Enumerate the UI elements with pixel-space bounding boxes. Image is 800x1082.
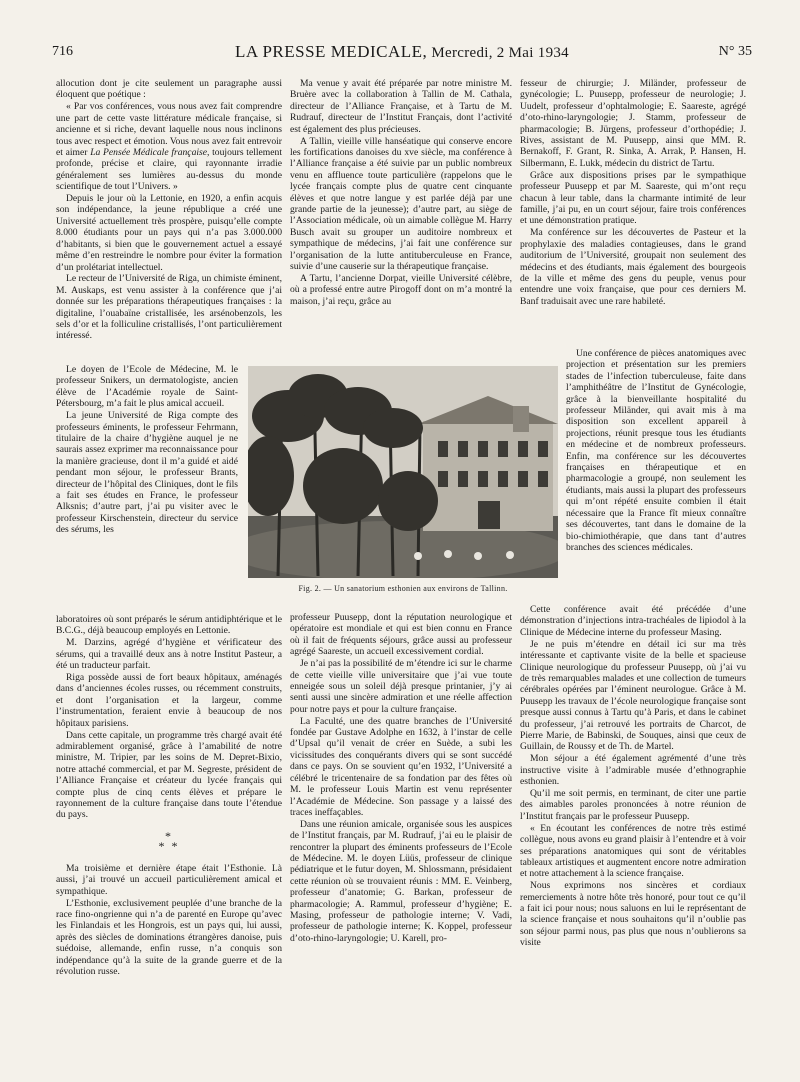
paragraph: allocution dont je cite seulement un paragraphe aussi éloquent que poétique : (56, 78, 282, 101)
column-right-top (520, 78, 746, 348)
journal-title: LA PRESSE MEDICALE, (235, 42, 428, 61)
column-right-middle (566, 348, 746, 604)
paragraph: « En écoutant les conférences de notre très estimé collègue, nous avons eu grand plaisir à l’entendre et à voir ses préparations anatomiques qui sont de véritables tableaux artistiques et augmentent encore notre admiration et notre attachement à la science française. (520, 822, 746, 880)
paragraph: Ma troisième et dernière étape était l’Esthonie. Là aussi, j’ai trouvé un accueil particulièrement amical et sympathique. (56, 862, 282, 897)
sanatorium-illustration (248, 366, 558, 578)
column-left-middle (56, 364, 238, 612)
paragraph: Ma conférence sur les découvertes de Pasteur et la prophylaxie des maladies contagieuses, dans le grand auditorium de l’Université, groupait non seulement des médecins et des étudiants, mais également des bourgeois de la ville et même des gens du peuple, venus pour entendre une voix française, que pour ces derniers M. Banf traduisait avec une rare habileté. (520, 227, 746, 307)
page-number: 716 (52, 44, 73, 59)
paragraph: A Tartu, l’ancienne Dorpat, vieille Université célèbre, où a professé entre autre Pirogoff dont on m’a montré la maison, j’ai reçu, grâce au (290, 272, 512, 307)
paragraph: « Par vos conférences, vous nous avez fait comprendre une part de cette vaste littérature médicale française, si ancienne et si riche, devant laquelle nous nous inclinons tous avec respect et émotion. Vous nous avez fait entrevoir et aimer La Pensée Médicale française, toujours tellement profonde, précise et claire, qui rayonnante irradie généralement ses lumières au-dessus du monde scientifique de tout l’Univers. » (56, 101, 282, 193)
paragraph: A Tallin, vieille ville hanséatique qui conserve encore les fortifications danoises du xve siècle, ma conférence à l’Alliance française a été suivie par un public nombreux venu en affluence toute particulière (rappelons que le lycée français compte plus de quatre cent cinquante élèves et que notre langue y est parlée déjà par une grande partie de la jeunesse); d’autre part, au siège de l’Association médicale, où un aimable collègue M. Harry Busch avait su grouper un auditoire nombreux et sympathique de médecins, j’ai fait une conférence sur l’organisation de la lutte antituberculeuse en France, suivie d’une causerie sur la thérapeutique française. (290, 135, 512, 272)
paragraph: Le doyen de l’Ecole de Médecine, M. le professeur Snikers, un dermatologiste, ancien élève de l’Académie royale de Saint-Pétersbourg, m’a fait le plus amical accueil. (56, 364, 238, 410)
paragraph: professeur Puusepp, dont la réputation neurologique et opératoire est mondiale et qui est bien connu en France où il fait de fréquents séjours, grâce aussi au professeur agrégé Saareste, un accueil excessivement cordial. (290, 612, 512, 658)
column-center-bottom (290, 612, 512, 1054)
paragraph: Nous exprimons nos sincères et cordiaux remerciements à notre hôte très honoré, pour tout ce qu’il a fait ici pour nous; nous saluons en lui le représentant de la science française et nous souhaitons qu’il n’oublie pas son séjour parmi nous, pas plus que nous n’oublierons sa visite (520, 880, 746, 949)
paragraph: M. Darzins, agrégé d’hygiène et vérificateur des sérums, qui a travaillé deux ans à notre Institut Pasteur, a été un traducteur parfait. (56, 637, 282, 672)
paragraph: Grâce aux dispositions prises par le sympathique professeur Puusepp et par M. Saareste, qui m’ont reçu chacun à leur table, dans la charmante intimité de leur famille, j’ai pu, en un court séjour, faire trois conférences et une démonstration pratique. (520, 169, 746, 227)
paragraph: L’Esthonie, exclusivement peuplée d’une branche de la race fino-ongrienne qui n’a de parenté en Europe qu’avec les Finlandais et les Hongrois, est un pays qui, lui aussi, après des siècles de dominations étrangères danoise, puis suédoise, allemande, enfin russe, n’a conquis son indépendance qu’à la suite de la grande guerre et de la révolution russe. (56, 897, 282, 977)
sanatorium-photo (248, 366, 558, 578)
issue-number: N° 35 (718, 44, 752, 59)
column-left-top (56, 78, 282, 362)
paragraph: Dans une réunion amicale, organisée sous les auspices de l’Institut français, par M. Rudrauf, j’ai eu le plaisir de rencontrer la plupart des éminents professeurs de l’Ecole de Médecine. M. le doyen Lüüs, professeur de clinique pédiatrique et le futur doyen, M. Shlossmann, présidaient cette réunion où se trouvaient réunis : MM. E. Veinberg, professeur d’anatomie; G. Barkan, professeur de pharmacologie; A. Rammul, professeur d’hygiène; E. Masing, professeur de pathologie interne; V. Vadi, professeur de pathologie interne; K. Koppel, professeur d’oto-rhino-laryngologie; U. Karell, pro- (290, 818, 512, 944)
paragraph: Je n’ai pas la possibilité de m’étendre ici sur le charme de cette vieille ville universitaire que j’ai vue toute enneigée sous un soleil déjà presque printanier, j’y ai senti aussi une sincère admiration et une réelle affection pour notre pays et pour la culture française. (290, 658, 512, 715)
header-title (52, 42, 752, 62)
paragraph: Une conférence de pièces anatomiques avec projection et présentation sur les premiers stades de l’infection tuberculeuse, faite dans l’amphithéâtre de l’Institut de Gynécologie, grâce à la bienveillante hospitalité du professeur Miländer, qui avait mis à ma disposition son excellent appareil à projections, réunit presque tous les étudiants en médecine et de nombreux professeurs. Enfin, ma conférence sur les découvertes françaises en thérapeutique et en pharmacologie a groupé, non seulement les étudiants, mais aussi la plupart des professeurs qui m’ont répété ensuite combien il était nécessaire que la France fît mieux connaître ses découvertes, tant dans le domaine de la bio-chimiothérapie, que dans tant d’autres branches des sciences médicales. (566, 348, 746, 553)
paragraph: Je ne puis m’étendre en détail ici sur ma très intéressante et captivante visite de la belle et spacieuse Clinique neurologique du professeur Puusepp, où j’ai vu de très remarquables malades et une collection de tumeurs cérébrales opérées par l’éminent neurologue. Grâce à M. Puusepp les travaux de l’école neurologique française sont presque aussi connus à Tartu qu’à Paris, et dans le cabinet du professeur, j’ai retrouvé les portraits de Charcot, de Pierre Marie, de Babinski, de Souques, ainsi que ceux de Guillain, de Roussy et de Th. de Martel. (520, 638, 746, 753)
page-header (52, 40, 752, 64)
paragraph: La Faculté, une des quatre branches de l’Université fondée par Gustave Adolphe en 1632, à l’instar de celle d’Upsal qu’il venait de créer en Suède, a subi les vicissitudes des conquérants divers qui se sont succédé dans ce pays. On se souvient qu’en 1932, l’Université a célébré le tricentenaire de sa fondation par des fêtes où M. le professeur Louis Martin est venu représenter l’Académie de Médecine. Son passage y a laissé des traces ineffaçables. (290, 715, 512, 818)
paragraph: Mon séjour a été également agrémenté d’une très instructive visite à l’admirable musée d’ethnographie esthonien. (520, 753, 746, 788)
paragraph: La jeune Université de Riga compte des professeurs éminents, le professeur Fehrmann, titulaire de la chaire d’hygiène auquel je ne saurais assez exprimer ma reconnaissance pour la manière gracieuse, dont il m’a guidé et aidé pendant mon séjour, le professeur Brants, directeur de l’hôpital des Cliniques, dont le fils a fait ses études en France, le professeur Alksnis; d’autre part, j’ai pu visiter avec le professeur Kirschenstein, directeur du service des sérums, les (56, 410, 238, 536)
column-right-bottom (520, 604, 746, 1054)
section-separator: * * * (158, 828, 180, 853)
paragraph: Depuis le jour où la Lettonie, en 1920, a enfin acquis son indépendance, la jeune république a créé une Université actuellement très prospère, puisqu’elle compte 8.000 étudiants pour un pays qui n’a pas 3.000.000 d’habitants, si bien que le gouvernement actuel a essayé même d’en restreindre le nombre pour éviter la formation d’un prolétariat intellectuel. (56, 193, 282, 273)
paragraph: Cette conférence avait été précédée d’une démonstration d’injections intra-trachéales de lipiodol à la Clinique de Médecine interne du professeur Masing. (520, 604, 746, 638)
italic-title: La Pensée Médicale française, (90, 146, 210, 158)
column-center-top (290, 78, 512, 362)
paragraph: Ma venue y avait été préparée par notre ministre M. Bruère avec la collaboration à Tallin de M. Cathala, directeur de l’Alliance Française, et à Tartu de M. Rudrauf, directeur de l’Institut Français, dont l’activité est également des plus précieuses. (290, 78, 512, 135)
figure-caption: Fig. 2. — Un sanatorium esthonien aux environs de Tallinn. (298, 584, 508, 593)
issue-date: Mercredi, 2 Mai 1934 (431, 45, 569, 61)
paragraph: fesseur de chirurgie; J. Miländer, professeur de gynécologie; L. Puusepp, professeur de neurologie; J. Uudelt, professeur d’ophtalmologie; E. Saareste, agrégé d’oto-rhino-laryngologie; J. Stamm, professeur de pharmacologie; B. Jürgens, professeur d’orthopédie; J. Rives, assistant de M. Puusepp, ainsi que MM. R. Bernakoff, F. Grant, R. Sinka, A. Arrak, P. Hansen, H. Silbermann, E. Lukk, médecin du district de Tartu. (520, 78, 746, 169)
paragraph: laboratoires où sont préparés le sérum antidiphtérique et le B.C.G., déjà beaucoup employés en Lettonie. (56, 614, 282, 637)
paragraph: Dans cette capitale, un programme très chargé avait été admirablement organisé, grâce à l’amabilité de notre ministre, M. Tripier, par les soins de M. Depret-Bixio, notre attaché commercial, et par M. Segreste, président de l’Alliance Française et créateur du lycée français qui compte plus de cinq cents élèves et prépare le rayonnement de la culture française dans toute l’étendue du pays. (56, 729, 282, 821)
column-left-bottom (56, 614, 282, 1054)
paragraph: Qu’il me soit permis, en terminant, de citer une partie des aimables paroles prononcées à notre réunion de l’Institut français par le professeur Puusepp. (520, 788, 746, 822)
paragraph: Riga possède aussi de fort beaux hôpitaux, aménagés dans d’anciennes écoles russes, ou récemment construits, et dont l’organisation et la largeur, comme l’instrumentation, feraient envie à beaucoup de nos hôpitaux parisiens. (56, 672, 282, 729)
paragraph: Le recteur de l’Université de Riga, un chimiste éminent, M. Auskaps, est venu assister à la conférence que j’ai donnée sur les préparations thérapeutiques françaises : la digitaline, l’ouabaïne cristallisée, les arsénobenzols, les sels d’or et la folliculine cristallisés, l’ont particulièrement intéressé. (56, 273, 282, 342)
